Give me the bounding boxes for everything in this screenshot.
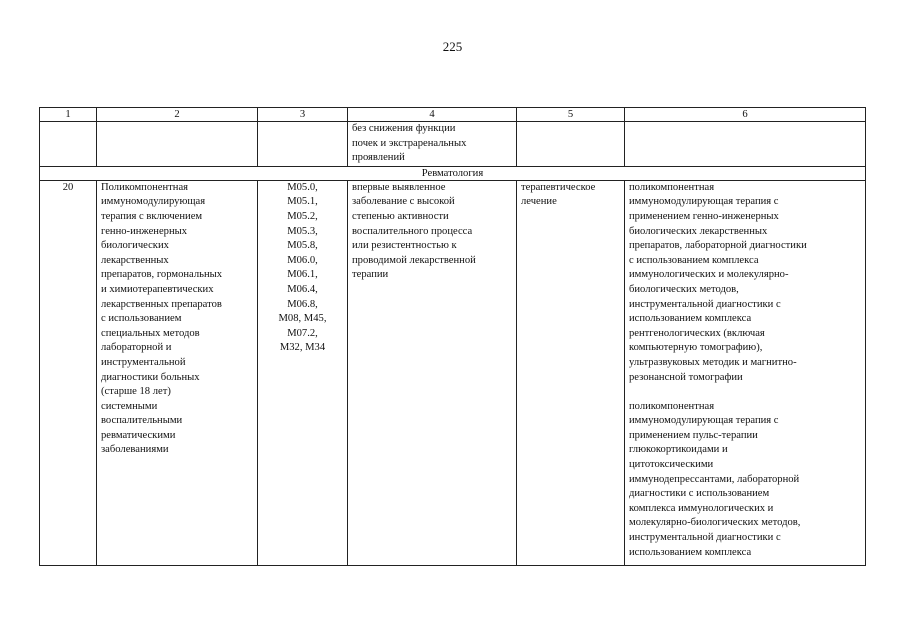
column-number-3: 3	[258, 108, 348, 122]
method-spacer	[629, 385, 861, 400]
section-title: Ревматология	[40, 166, 866, 180]
continuation-cell-6	[625, 122, 866, 167]
continuation-model-text: без снижения функции почек и экстраренальных проявлений	[348, 122, 517, 167]
patient-model: впервые выявленное заболевание с высокой степенью активности воспалительного процесса или резистентностью к проводимой лекарственной терапии	[348, 180, 517, 565]
care-type-name: Поликомпонентная иммуномодулирующая терапия с включением генно-инженерных биологических лекарственных препаратов, гормональных и химиотерапевтических лекарственных препаратов с использованием специальных методов лабораторной и инструментальной диагностики больных (старше 18 лет) системными воспалительными ревматическими заболеваниями	[97, 180, 258, 565]
column-number-6: 6	[625, 108, 866, 122]
page-number: 225	[442, 39, 463, 54]
continuation-cell-2	[97, 122, 258, 167]
treatment-type: терапевтическое лечение	[517, 180, 625, 565]
continuation-cell-3	[258, 122, 348, 167]
column-number-row	[40, 108, 866, 122]
column-number-1: 1	[40, 108, 97, 122]
continuation-row	[40, 122, 866, 167]
treatment-method-2: поликомпонентная иммуномодулирующая терапия с применением пульс-терапии глюкокортикоидами и цитотоксическими иммунодепрессантами, лабораторной диагностики с использованием комплекса иммунологических и молекулярно-биологических методов, инструментальной диагностики с использованием комплекса	[629, 400, 801, 558]
column-number-4: 4	[348, 108, 517, 122]
table-row	[40, 180, 866, 565]
medical-care-table	[39, 107, 866, 566]
treatment-methods	[625, 180, 866, 565]
treatment-method-1: поликомпонентная иммуномодулирующая терапия с применением генно-инженерных биологических лекарственных препаратов, лабораторной диагностики с использованием комплекса иммунологических и молекулярно- биологических методов, инструментальной диагностики с использованием комплекса рентгенологических (включая компьютерную томографию), ультразвуковых методик и магнитно- резонансной томографии	[629, 181, 807, 383]
continuation-cell-1	[40, 122, 97, 167]
column-number-2: 2	[97, 108, 258, 122]
continuation-cell-5	[517, 122, 625, 167]
section-row	[40, 166, 866, 180]
column-number-5: 5	[517, 108, 625, 122]
icd-codes: M05.0, M05.1, M05.2, M05.3, M05.8, M06.0, M06.1, M06.4, M06.8, M08, M45, M07.2, M32, M34	[258, 180, 348, 565]
row-number: 20	[40, 180, 97, 565]
